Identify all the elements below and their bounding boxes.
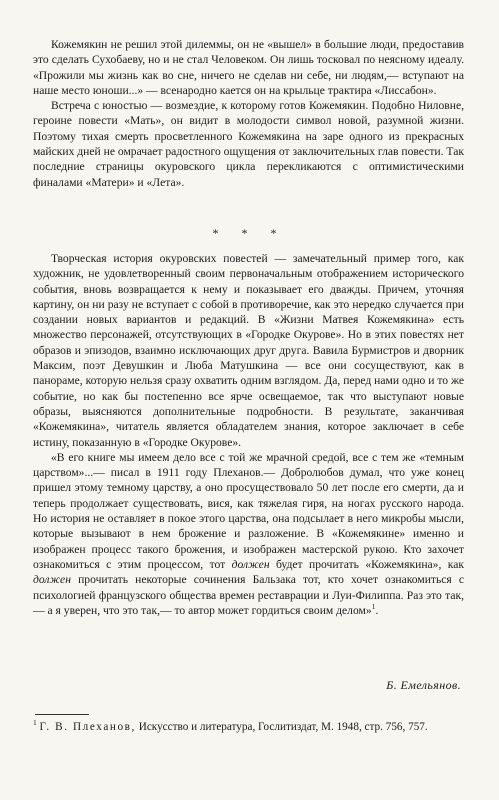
quote-text: «В его книге мы имеем дело все с той же мрачной средой, все с тем же «темным царством»...— писал в 1911 году Плеханов.— Добролюбов думал, что уже конец пришел этому темному царству, а оно просуществовало 50 лет после его смерти, да и теперь продолжает существовать, вися, как тяжелая гиря, на ногах русского народа. Но история не оставляет в покое этого царства, она подсылает в него микробы мысли, которые вызывают в нем брожение и разложение. В «Кожемякине» именно и изображен процесс такого брожения, и изображен мастерской рукою. Кто захочет ознакомиться с этим процессом, тот bbox=[33, 450, 464, 571]
section-separator: * * * bbox=[212, 226, 287, 240]
footnote-divider bbox=[35, 714, 89, 715]
text-block-bottom bbox=[33, 251, 464, 618]
paragraph-plekhanov-quote: «В его книге мы имеем дело все с той же мрачной средой, все с тем же «темным царством»...— писал в 1911 году Плеханов.— Добролюбов думал, что уже конец пришел этому темному царству, а оно просуществовало 50 лет после его смерти, да и теперь продолжает существовать, вися, как тяжелая гиря, на ногах русского народа. Но история не оставляет в покое этого царства, она подсылает в него микробы мысли, которые вызывают в нем брожение и разложение. В «Кожемякине» именно и изображен процесс такого брожения, и изображен мастерской рукою. Кто захочет ознакомиться с этим процессом, тот должен будет прочитать «Кожемякина», как должен прочитать некоторые сочинения Бальзака тот, кто хочет ознакомиться с психологией французского общества времен реставрации и Луи-Филиппа. Раз это так,— а я уверен, что это так,— то автор может гордиться своим делом»$^1$. bbox=[33, 450, 464, 617]
paragraph-youth-retribution: Встреча с юностью — возмездие, к которому готов Кожемякин. Подобно Ниловне, героине повести «Мать», он видит в молодости символ новой, разумной жизни. Поэтому тихая смерть просветленного Кожемякина на заре одного из прекрасных майских дней не омрачает радостного ощущения от заключительных глав повести. Так последние страницы окуровского цикла перекликаются с оптимистическими финалами «Матери» и «Лета». bbox=[33, 99, 464, 189]
footnote-author: Г. В. Плеханов, bbox=[39, 721, 136, 733]
paragraph-kozhemyakin-dilemma: Кожемякин не решил этой дилеммы, он не «вышел» в большие люди, предоставив это сделать Сухобаеву, но и не стал Человеком. Он лишь тосковал по неясному идеалу. «Прожили мы жизнь как во сне, ничего не сделав ни себе, ни людям,— вступают на наше место юноши...» — всенародно кается он на крыльце трактира «Лиссабон». bbox=[33, 38, 464, 97]
quote-text: прочитать некоторые сочинения Бальзака тот, кто хочет ознакомиться с психологией французского общества времен реставрации и Луи-Филиппа. Раз это так,— а я уверен, что это так,— то автор может гордиться своим делом» bbox=[33, 573, 464, 617]
text-block-top bbox=[33, 37, 464, 190]
footnote-number: 1 bbox=[33, 718, 37, 727]
quote-emphasis: должен bbox=[231, 557, 270, 571]
footnote bbox=[33, 720, 464, 735]
footnote-reference: 1 bbox=[371, 601, 376, 611]
quote-emphasis: должен bbox=[33, 573, 71, 587]
quote-text: будет прочитать «Кожемякина», как bbox=[269, 557, 464, 571]
footnote-text: Искусство и литература, Гослитиздат, М. 1948, стр. 756, 757. bbox=[135, 721, 428, 733]
author-signature: Б. Емельянов. bbox=[386, 678, 461, 692]
paragraph-creative-history: Творческая история окуровских повестей — замечательный пример того, как художник, не удовлетворенный своим первоначальным отображением исторического события, вновь возвращается к нему и показывает его дважды. Причем, уточняя картину, он ни разу не вступает с собой в противоречие, как это нередко случается при создании новых вариантов и редакций. В «Жизни Матвея Кожемякина» есть множество персонажей, отсутствующих в «Городке Окурове». Но в этих повестях нет образов и эпизодов, взаимно исключающих друг друга. Вавила Бурмистров и дворник Максим, поэт Девушкин и Люба Матушкина — все они сосуществуют, как в панораме, которую нельзя сразу охватить одним взглядом. Да, перед нами одно и то же событие, но как бы постепенно все ярче освещаемое, так что выступают новые образы, выясняются дополнительные подробности. В результате, заканчивая «Кожемякина», читатель является обладателем знания, которое заключает в себе истину, показанную в «Городке Окурове». bbox=[33, 252, 464, 449]
